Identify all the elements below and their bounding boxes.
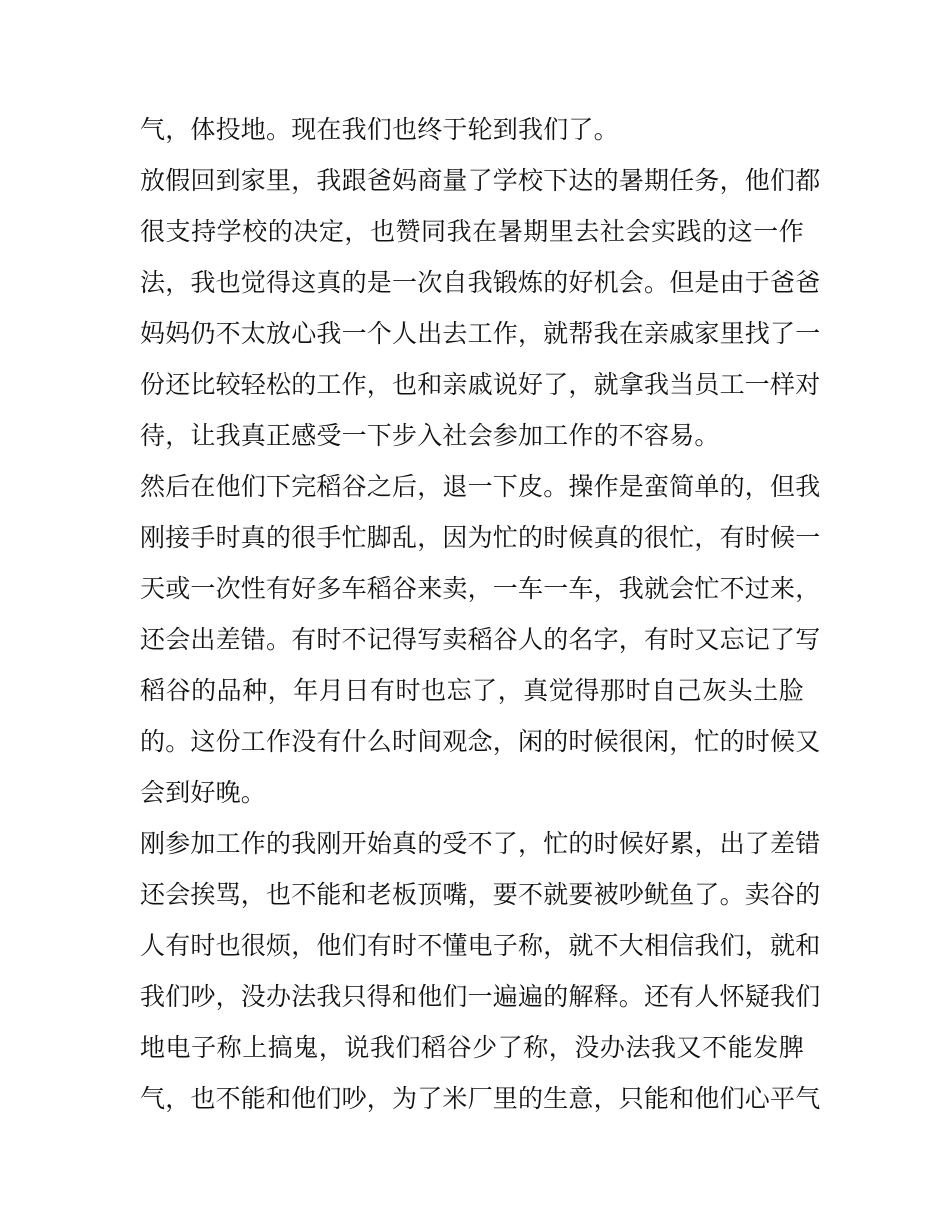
text-line: 还会挨骂，也不能和老板顶嘴，要不就要被吵鱿鱼了。卖谷的 (140, 880, 820, 909)
text-line: 还会出差错。有时不记得写卖稻谷人的名字，有时又忘记了写 (140, 625, 820, 654)
text-line: 我们吵，没办法我只得和他们一遍遍的解释。还有人怀疑我们 (140, 982, 820, 1011)
text-line: 妈妈仍不太放心我一个人出去工作，就帮我在亲戚家里找了一 (140, 319, 820, 348)
text-line: 的。这份工作没有什么时间观念，闲的时候很闲，忙的时候又 (140, 727, 820, 756)
text-line: 然后在他们下完稻谷之后，退一下皮。操作是蛮简单的，但我 (140, 472, 820, 501)
text-line: 刚参加工作的我刚开始真的受不了，忙的时候好累，出了差错 (140, 829, 820, 858)
text-line: 人有时也很烦，他们有时不懂电子称，就不大相信我们，就和 (140, 931, 820, 960)
text-line: 气，也不能和他们吵，为了米厂里的生意，只能和他们心平气 (140, 1084, 820, 1113)
text-line: 刚接手时真的很手忙脚乱，因为忙的时候真的很忙，有时候一 (140, 523, 820, 552)
text-line: 气，体投地。现在我们也终于轮到我们了。 (140, 115, 619, 144)
text-line: 天或一次性有好多车稻谷来卖，一车一车，我就会忙不过来， (140, 574, 820, 603)
text-line: 很支持学校的决定，也赞同我在暑期里去社会实践的这一作 (140, 217, 805, 246)
text-line: 稻谷的品种，年月日有时也忘了，真觉得那时自己灰头土脸 (140, 676, 805, 705)
text-line: 放假回到家里，我跟爸妈商量了学校下达的暑期任务，他们都 (140, 166, 820, 195)
text-line: 份还比较轻松的工作，也和亲戚说好了，就拿我当员工一样对 (140, 370, 820, 399)
text-line: 地电子称上搞鬼，说我们稻谷少了称，没办法我又不能发脾 (140, 1033, 805, 1062)
text-line: 会到好晚。 (140, 778, 267, 807)
text-line: 待，让我真正感受一下步入社会参加工作的不容易。 (140, 421, 720, 450)
body-text (140, 104, 820, 1124)
text-line: 法，我也觉得这真的是一次自我锻炼的好机会。但是由于爸爸 (140, 268, 820, 297)
